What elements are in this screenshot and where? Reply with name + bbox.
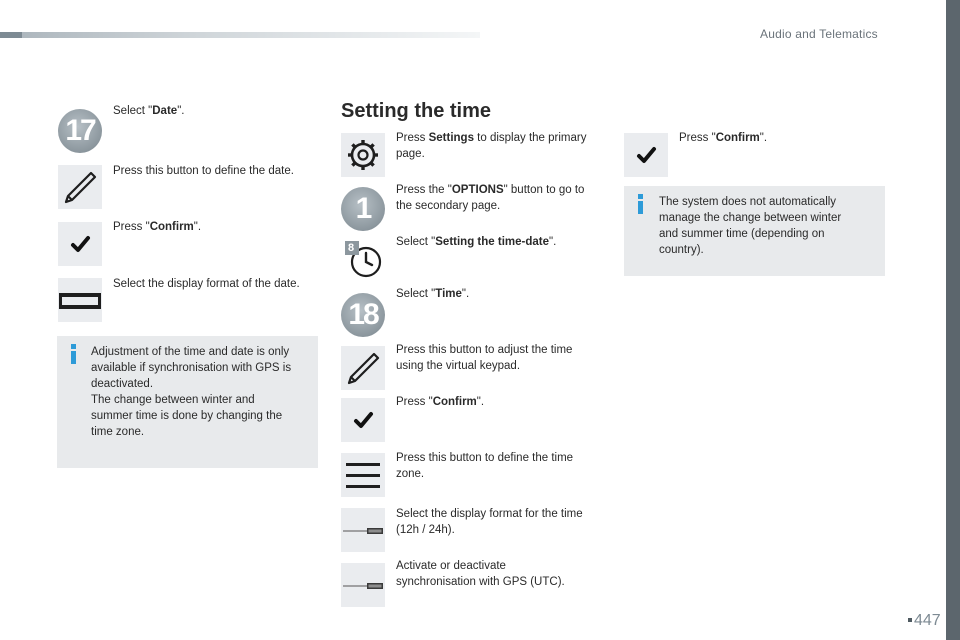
step-1-badge: 1: [341, 187, 385, 231]
info-icon: [69, 344, 79, 364]
confirm-time-text: Press "Confirm".: [396, 396, 485, 408]
gear-icon: [341, 133, 385, 177]
shortcut-badge: 8: [348, 242, 355, 254]
checkmark-icon: [624, 133, 668, 177]
time-zone-text: Press this button to define the time zone.: [396, 452, 574, 480]
checkmark-icon: [58, 222, 102, 266]
info-text-summer-time: The system does not automatically manage the change between winter and summer time (depending on country).: [659, 196, 842, 256]
page-title: Setting the time: [341, 100, 492, 122]
gps-sync-toggle[interactable]: [341, 563, 385, 607]
info-icon: [636, 194, 646, 214]
confirm-date-text: Press "Confirm".: [113, 221, 202, 233]
options-text: Press the "OPTIONS" button to go to the secondary page.: [396, 184, 585, 212]
info-box-gps: [57, 336, 318, 468]
time-format-text: Select the display format for the time (12h / 24h).: [396, 508, 583, 536]
page-edge-strip: [946, 0, 960, 640]
edit-time-button[interactable]: [341, 346, 385, 390]
toggle-switch-icon: [341, 508, 385, 552]
info-box-summer-time: [624, 186, 885, 276]
time-date-button[interactable]: [341, 237, 385, 281]
format-bar-icon: [58, 278, 102, 322]
section-name: Audio and Telematics: [760, 27, 878, 41]
page-marker: [908, 618, 912, 622]
pencil-icon: [58, 165, 102, 209]
info-text-gps: Adjustment of the time and date is only available if synchronisation with GPS is deactivated. The change between winter and summer time is done by changing the time zone.: [91, 346, 292, 438]
page-number: 447: [914, 612, 941, 629]
gps-sync-text: Activate or deactivate synchronisation with GPS (UTC).: [396, 560, 565, 588]
confirm-date-button[interactable]: [58, 222, 102, 266]
settings-text: Press Settings to display the primary page.: [396, 132, 587, 160]
confirm-time-button[interactable]: [341, 398, 385, 442]
date-format-text: Select the display format of the date.: [113, 278, 300, 290]
toggle-switch-icon: [341, 563, 385, 607]
time-date-text: Select "Setting the time-date".: [396, 236, 557, 248]
edit-date-button[interactable]: [58, 165, 102, 209]
time-zone-button[interactable]: [341, 453, 385, 497]
adjust-time-text: Press this button to adjust the time using the virtual keypad.: [396, 344, 573, 372]
settings-button[interactable]: [341, 133, 385, 177]
header-accent-bar: [0, 32, 480, 38]
confirm-final-button[interactable]: [624, 133, 668, 177]
define-date-text: Press this button to define the date.: [113, 165, 294, 177]
checkmark-icon: [341, 398, 385, 442]
menu-icon: [341, 453, 385, 497]
date-format-selector[interactable]: [58, 278, 102, 322]
step-18-text: Select "Time".: [396, 288, 470, 300]
time-format-toggle[interactable]: [341, 508, 385, 552]
confirm-final-text: Press "Confirm".: [679, 132, 768, 144]
step-17-text: Select "Date".: [113, 105, 185, 117]
step-18-badge: 18: [341, 293, 385, 337]
step-17-badge: 17: [58, 109, 102, 153]
pencil-icon: [341, 346, 385, 390]
